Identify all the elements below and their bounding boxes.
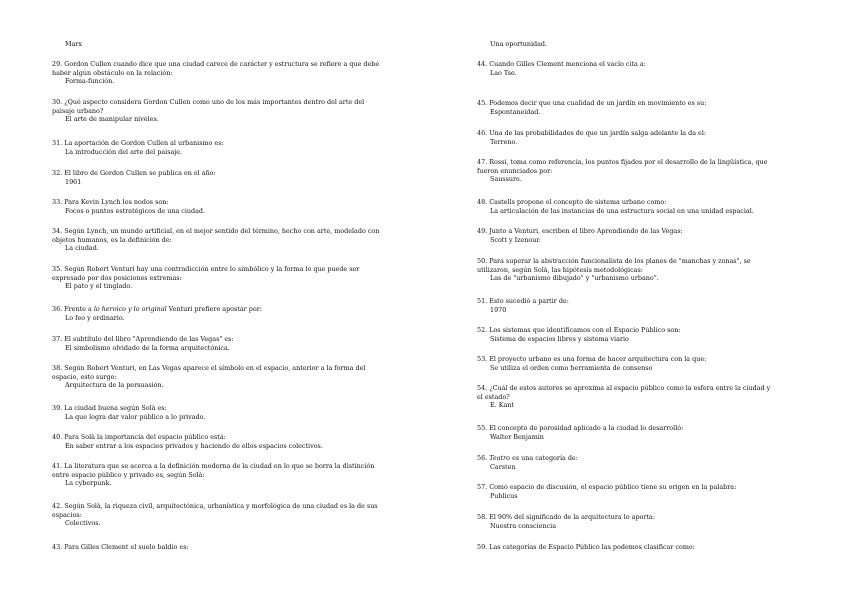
- answer-text: La que logra dar valor público a lo privado.: [65, 412, 206, 421]
- question-34: [52, 227, 382, 253]
- answer-text: Sistema de espacios libres y sistema viario: [490, 334, 629, 343]
- question-text: 49. Junto a Venturi, escriben el libro Aprendiendo de las Vegas:: [477, 227, 683, 235]
- question-text: 48. Castells propone el concepto de sistema urbano como:: [477, 198, 667, 206]
- question-45: [477, 99, 777, 116]
- question-54: [477, 384, 777, 410]
- question-36: [52, 305, 382, 322]
- question-57: [477, 483, 777, 500]
- question-49: [477, 227, 777, 244]
- answer-text: Scott y Izenour.: [490, 235, 541, 244]
- question-41: [52, 462, 382, 488]
- question-text: 31. La aportación de Gordon Cullen al urbanismo es:: [52, 139, 224, 147]
- answer-text: El pato y el tinglado.: [65, 282, 133, 291]
- question-text: 39. La ciudad buena según Solà es:: [52, 404, 167, 412]
- question-text: 55. El concepto de porosidad aplicado a la ciudad lo desarrolló:: [477, 424, 684, 432]
- question-42: [52, 502, 382, 528]
- question-52: [477, 326, 777, 343]
- question-text: 36. Frente a lo heroico y lo original Venturi prefiere apostar por:: [52, 305, 262, 313]
- question-32: [52, 169, 382, 186]
- question-58: [477, 513, 777, 530]
- question-51: [477, 297, 777, 314]
- answer-text: E. Kant: [490, 401, 514, 410]
- answer-text: 1961: [65, 177, 82, 186]
- question-40: [52, 433, 382, 450]
- question-text: 37. El subtítulo del libro "Aprendiendo de las Vegas" es:: [52, 335, 234, 343]
- question-46: [477, 129, 777, 146]
- question-text: 32. El libro de Gordon Cullen se publica en el año:: [52, 169, 216, 177]
- answer-text: El arte de manipular niveles.: [65, 115, 159, 124]
- question-text: 53. El proyecto urbano es una forma de hacer arquitectura con la que:: [477, 355, 707, 363]
- question-text: 43. Para Gilles Clement el suelo baldío es:: [52, 543, 189, 551]
- question-53: [477, 355, 777, 372]
- question-29: [52, 60, 382, 86]
- answer-text: Carsten: [490, 462, 516, 471]
- answer-text: Lo feo y ordinario.: [65, 313, 125, 322]
- answer-text: Las de "urbanismo dibujado" y "urbanismo urbano".: [490, 274, 659, 283]
- question-35: [52, 265, 382, 291]
- answer-text: Colectivos.: [65, 519, 101, 528]
- answer-text: Nuestra consciencia: [490, 521, 557, 530]
- answer-text: Focos o puntos estratégicos de una ciudad.: [65, 206, 206, 215]
- question-text: 54. ¿Cuál de estos autores se aproxima al espacio público como la esfera entre la ciudad y el estado?: [477, 384, 771, 401]
- question-text: 46. Una de las probabilidades de que un jardín salga adelante la da el:: [477, 129, 707, 137]
- answer-text: El simbolismo olvidado de la forma arquitectónica.: [65, 343, 230, 352]
- question-text: 44. Cuando Gilles Clement menciona el vacío cita a:: [477, 60, 646, 68]
- question-text: 40. Para Solà la importancia del espacio público está:: [52, 433, 226, 441]
- question-text: 33. Para Kevin Lynch los nodos son:: [52, 198, 169, 206]
- answer-text: La introducción del arte del paisaje.: [65, 147, 183, 156]
- carryover-answer: Una oportunidad.: [490, 40, 548, 48]
- question-33: [52, 198, 382, 215]
- question-text: 41. La literatura que se acerca a la definición moderna de la ciudad en lo que se borra la distinción entre espacio público y privado es, según Solà:: [52, 462, 375, 479]
- question-55: [477, 424, 777, 441]
- question-44: [477, 60, 777, 77]
- answer-text: Walter Benjamin: [490, 432, 544, 441]
- answer-text: Arquitectura de la persuasión.: [65, 381, 164, 390]
- question-text: 34. Según Lynch, un mundo artificial, en el mejor sentido del término, hecho con arte, modelado con objetos humanos, es la definición de:: [52, 227, 380, 244]
- question-text: 42. Según Solà, la riqueza civil, arquitectónica, urbanística y morfológica de una ciudad es la de sus espacios:: [52, 502, 378, 519]
- answer-text: La ciudad.: [65, 244, 99, 253]
- answer-text: 1970: [490, 305, 507, 314]
- question-text: 57. Como espacio de discusión, el espacio público tiene su origen en la palabra:: [477, 483, 737, 491]
- question-30: [52, 98, 382, 124]
- question-43: [52, 543, 382, 552]
- answer-text: En saber entrar a los espacios privados y haciendo de ellos espacios colectivos.: [65, 441, 323, 450]
- question-text: 52. Los sistemas que identificamos con el Espacio Público son:: [477, 326, 681, 334]
- question-47: [477, 158, 777, 184]
- question-text: 51. Esto sucedió a partir de:: [477, 297, 569, 305]
- question-50: [477, 257, 777, 283]
- answer-text: Publicus: [490, 491, 518, 500]
- question-31: [52, 139, 382, 156]
- question-48: [477, 198, 777, 215]
- answer-text: La cyberpunk.: [65, 479, 112, 488]
- answer-text: Espontaneidad.: [490, 107, 541, 116]
- question-text: 38. Según Robert Venturi, en Las Vegas aparece el símbolo en el espacio, anterior a la forma del espacio, esto surge:: [52, 364, 366, 381]
- question-56: [477, 454, 777, 471]
- answer-text: Se utiliza el orden como herramienta de consenso: [490, 363, 653, 372]
- question-text: 59. Las categorías de Espacio Público las podemos clasificar como:: [477, 543, 695, 551]
- answer-text: La articulación de las instancias de una estructura social en una unidad espacial.: [490, 206, 754, 215]
- question-39: [52, 404, 382, 421]
- question-text: 56. Teatro es una categoría de:: [477, 454, 578, 462]
- question-text: 47. Rossi, toma como referencia, los puntos fijados por el desarrollo de la lingüística, que fueron enunciados por:: [477, 158, 768, 175]
- question-text: 30. ¿Qué aspecto considera Gordon Cullen como uno de los más importantes dentro del arte del paisaje urbano?: [52, 98, 365, 115]
- question-59: [477, 543, 777, 552]
- question-38: [52, 364, 382, 390]
- answer-text: Terreno.: [490, 137, 518, 146]
- question-text: 29. Gordon Cullen cuando dice que una ciudad carece de carácter y estructura se refiere a que debe haber algún obstáculo en la relación:: [52, 60, 380, 77]
- question-text: 50. Para superar la abstracción funcionalista de los planes de "manchas y zonas", se utilizaron, según Solà, las hipótesis metodológicas:: [477, 257, 751, 274]
- answer-text: Lao Tse.: [490, 68, 517, 77]
- carryover-answer: Marx: [65, 40, 83, 48]
- question-text: 58. El 90% del significado de la arquitectura lo aporta:: [477, 513, 655, 521]
- answer-text: Saussure.: [490, 175, 522, 184]
- question-text: 35. Según Robert Venturi hay una contradicción entre lo simbólico y la forma lo que puede ser expresado por dos posiciones extremas:: [52, 265, 360, 282]
- question-text: 45. Podemos decir que una cualidad de un jardín en movimiento es su:: [477, 99, 707, 107]
- question-37: [52, 335, 382, 352]
- answer-text: Forma-función.: [65, 77, 115, 86]
